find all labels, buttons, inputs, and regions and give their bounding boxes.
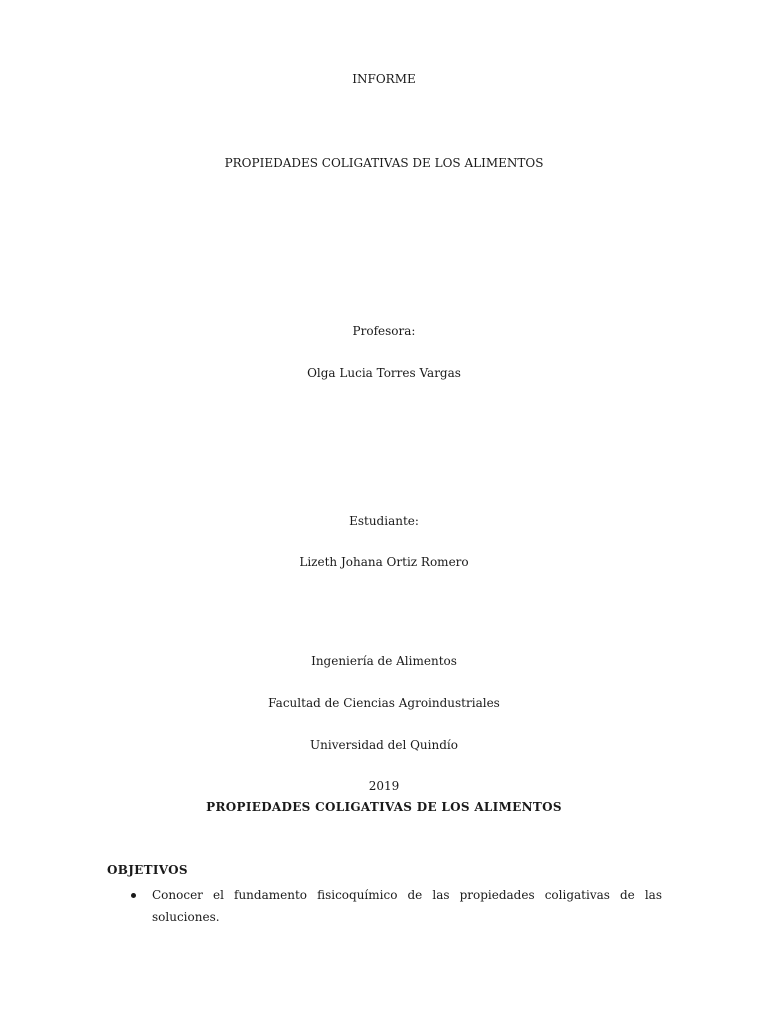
body-title: PROPIEDADES COLIGATIVAS DE LOS ALIMENTOS [206,800,562,814]
objective-text: Conocer el fundamento fisicoquímico de las propiedades coligativas de las soluciones. [152,888,662,924]
cover-title: PROPIEDADES COLIGATIVAS DE LOS ALIMENTOS [224,156,544,170]
professor-name: Olga Lucia Torres Vargas [307,366,461,380]
program-name: Ingeniería de Alimentos [311,654,457,668]
objectives-list [107,884,662,928]
student-name: Lizeth Johana Ortiz Romero [299,555,469,569]
list-item [107,884,662,928]
year: 2019 [368,779,400,793]
bullet-icon [131,893,136,898]
professor-label: Profesora: [352,324,416,338]
student-label: Estudiante: [349,514,419,528]
objectives-heading: OBJETIVOS [107,863,188,877]
university-name: Universidad del Quindío [310,738,458,752]
faculty-name: Facultad de Ciencias Agroindustriales [268,696,500,710]
report-label: INFORME [352,72,416,86]
